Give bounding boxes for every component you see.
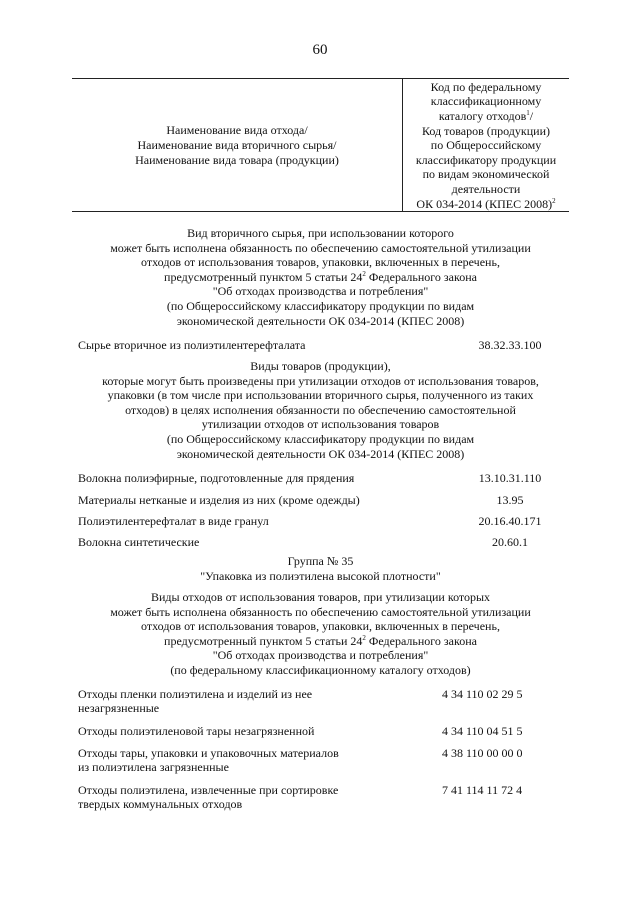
heading-line: Виды отходов от использования товаров, при утилизации которых	[150, 590, 491, 604]
heading-line: может быть исполнена обязанность по обеспечению самостоятельной утилизации	[110, 604, 531, 619]
group-heading	[72, 554, 569, 583]
row-name: Полиэтилентерефталат в виде гранул	[78, 514, 269, 528]
header-right-line: Код по федеральному	[430, 79, 542, 94]
row-name: Отходы полиэтилена, извлеченные при сортировке твердых коммунальных отходов	[78, 783, 339, 811]
row-code: 20.16.40.171	[478, 514, 542, 528]
heading-line: экономической деятельности ОК 034-2014 (КПЕС 2008)	[176, 446, 465, 461]
header-right-line: по видам экономической	[422, 167, 550, 182]
row-code: 4 34 110 02 29 5	[442, 687, 523, 701]
header-right-line: классификационному	[430, 94, 542, 109]
footnote-mark: 2	[552, 196, 556, 205]
heading-line: (по Общероссийскому классификатору продукции по видам	[166, 298, 475, 313]
heading-line: Виды товаров (продукции),	[250, 359, 391, 373]
header-code-column	[403, 79, 569, 211]
row-code: 7 41 114 11 72 4	[442, 783, 523, 797]
header-right-line: деятельности	[451, 181, 521, 196]
products-section-heading	[72, 359, 569, 461]
header-right-line: Код товаров (продукции)	[421, 123, 551, 138]
header-left-line: Наименование вида вторичного сырья/	[137, 137, 337, 152]
row-code: 13.10.31.110	[478, 471, 542, 485]
row-code: 4 38 110 00 00 0	[442, 746, 523, 760]
row-name: Отходы тары, упаковки и упаковочных материалов из полиэтилена загрязненные	[78, 746, 339, 774]
heading-line: (по федеральному классификационному каталогу отходов)	[170, 662, 471, 677]
heading-line: предусмотренный пунктом 5 статьи $24^2$ Федерального закона	[164, 633, 477, 648]
row-name: Отходы пленки полиэтилена и изделий из нее незагрязненные	[78, 687, 313, 715]
row-name: Материалы нетканые и изделия из них (кроме одежды)	[78, 493, 360, 507]
header-left-line: Наименование вида отхода/	[166, 122, 308, 137]
heading-line: экономической деятельности ОК 034-2014 (КПЕС 2008)	[176, 313, 465, 328]
group-title: Группа № 35	[287, 554, 354, 568]
header-right-line: каталогу отходов$^1$/	[438, 109, 534, 124]
heading-line: отходов от использования товаров, упаковки, включенных в перечень,	[141, 255, 500, 270]
header-name-column	[72, 79, 403, 211]
header-right-line: классификатору продукции	[415, 152, 557, 167]
page-number: 60	[312, 42, 328, 58]
footnote-mark: 1	[526, 109, 530, 118]
header-right-line: ОК 034-2014 (КПЕС 2008)$^2$	[416, 196, 556, 211]
row-code: 4 34 110 04 51 5	[442, 724, 523, 738]
heading-line: отходов от использования товаров, упаковки, включенных в перечень,	[141, 619, 500, 634]
row-code: 13.95	[496, 493, 524, 507]
secondary-raw-section-heading	[72, 226, 569, 328]
group-subtitle: "Упаковка из полиэтилена высокой плотности"	[200, 568, 441, 583]
row-name: Волокна полиэфирные, подготовленные для прядения	[78, 471, 355, 485]
header-table	[72, 78, 569, 212]
heading-line: (по Общероссийскому классификатору продукции по видам	[166, 431, 475, 446]
heading-line: "Об отходах производства и потребления"	[212, 284, 429, 299]
row-code: 38.32.33.100	[478, 338, 542, 352]
heading-line: предусмотренный пунктом 5 статьи $24^2$ Федерального закона	[164, 269, 477, 284]
header-right-line: по Общероссийскому	[430, 138, 542, 153]
row-code: 20.60.1	[492, 535, 528, 549]
row-name: Отходы полиэтиленовой тары незагрязненной	[78, 724, 315, 738]
waste-section-heading	[72, 590, 569, 678]
header-left-line: Наименование вида товара (продукции)	[135, 152, 339, 167]
heading-line: упаковки (в том числе при использовании вторичного сырья, полученного из таких	[107, 388, 534, 403]
heading-line: утилизации отходов от использования товаров	[201, 417, 440, 432]
row-name: Волокна синтетические	[78, 535, 200, 549]
row-name: Сырье вторичное из полиэтилентерефталата	[78, 338, 306, 352]
heading-line: "Об отходах производства и потребления"	[212, 648, 429, 663]
heading-line: которые могут быть произведены при утилизации отходов от использования товаров,	[102, 373, 539, 388]
heading-line: Вид вторичного сырья, при использовании которого	[187, 226, 454, 240]
heading-line: отходов) в целях исполнения обязанности по обеспечению самостоятельной	[125, 402, 516, 417]
heading-line: может быть исполнена обязанность по обеспечению самостоятельной утилизации	[110, 240, 531, 255]
